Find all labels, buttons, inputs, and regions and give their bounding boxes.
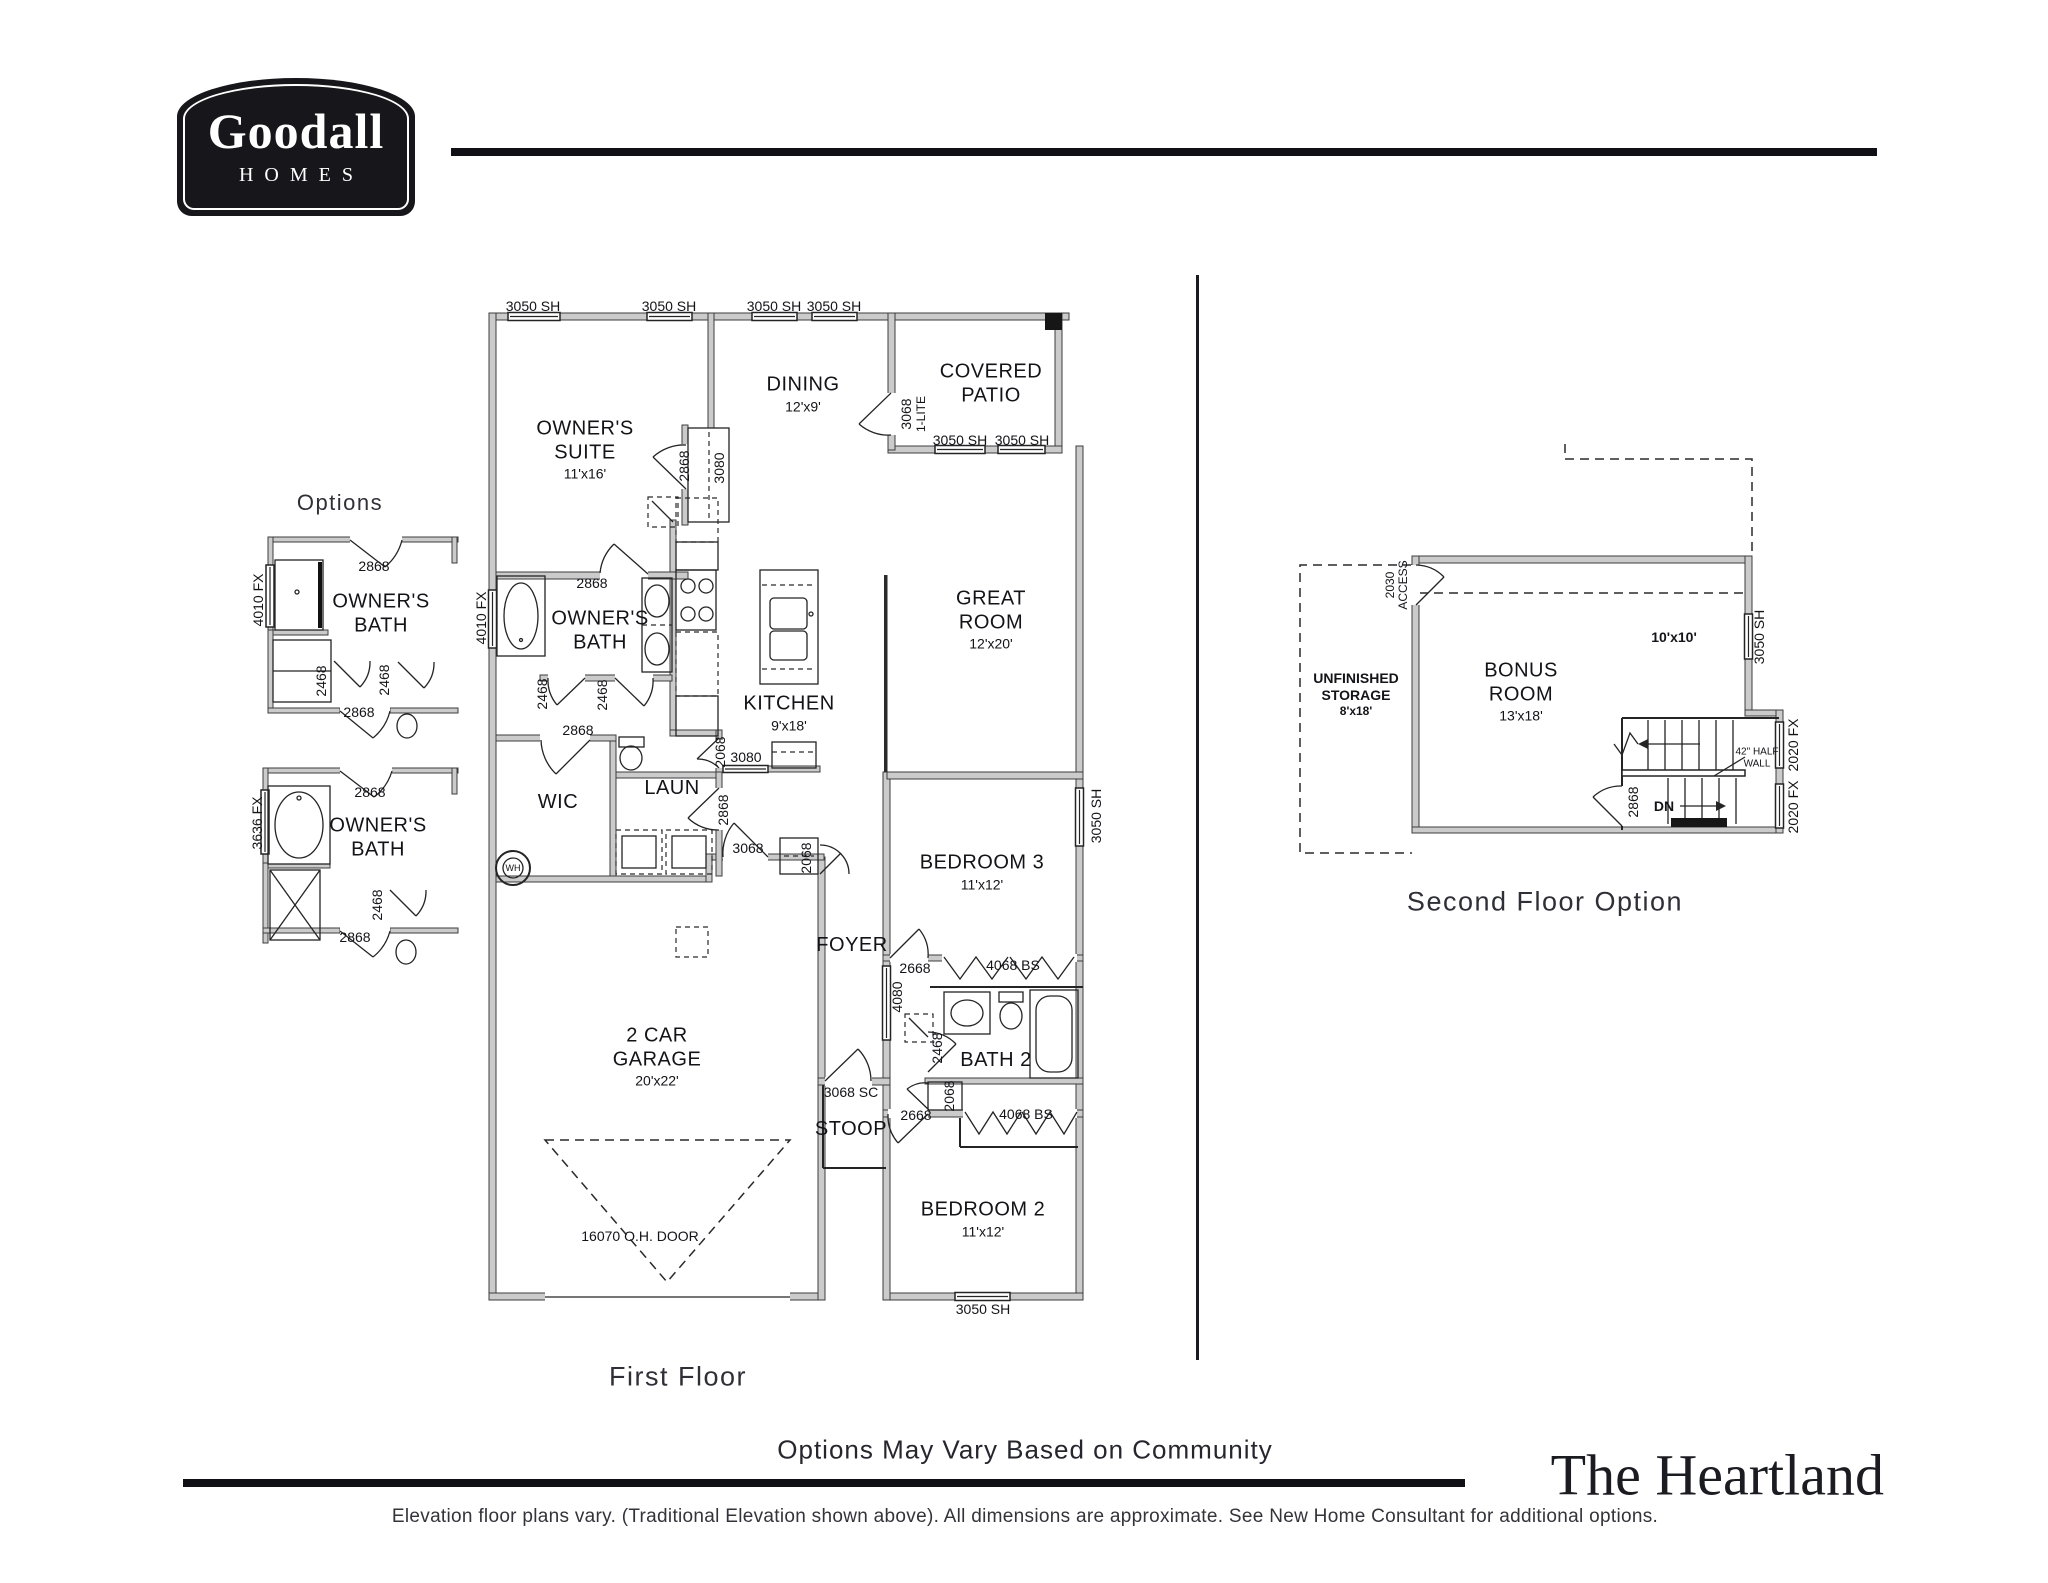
room-label: BEDROOM 2 11'x12' bbox=[920, 1198, 1046, 1240]
room-label: OWNER'S BATH bbox=[329, 814, 427, 860]
dimension-annotation: 3050 SH bbox=[505, 298, 561, 314]
dimension-annotation: WH bbox=[505, 863, 521, 873]
dimension-annotation: 3068 SC bbox=[823, 1084, 879, 1100]
dimension-annotation: 3080 bbox=[730, 749, 762, 765]
room-label: DINING 12'x9' bbox=[766, 373, 840, 415]
dimension-annotation: 2868 bbox=[1625, 786, 1641, 818]
dimension-annotation: WALL bbox=[1743, 758, 1771, 770]
room-label: COVERED PATIO bbox=[939, 360, 1043, 406]
dimension-annotation: 3050 SH bbox=[641, 298, 697, 314]
dimension-annotation: 2020 FX bbox=[1785, 718, 1801, 772]
room-label: BONUS ROOM 13'x18' bbox=[1484, 659, 1558, 724]
dimension-annotation: 2020 FX bbox=[1785, 780, 1801, 834]
community-note: Options May Vary Based on Community bbox=[777, 1434, 1273, 1465]
dimension-annotation: 2468 bbox=[534, 678, 550, 710]
dimension-annotation: 4010 FX bbox=[473, 591, 489, 645]
dimension-annotation: 3080 bbox=[711, 452, 727, 484]
dimension-annotation: 2468 bbox=[929, 1032, 945, 1064]
room-label: BEDROOM 3 11'x12' bbox=[919, 851, 1045, 893]
dimension-annotation: 2468 bbox=[313, 665, 329, 697]
room-label: OWNER'S BATH bbox=[332, 590, 430, 636]
room-label: STOOP bbox=[814, 1118, 888, 1141]
room-label: BATH 2 bbox=[960, 1049, 1032, 1072]
room-label: KITCHEN 9'x18' bbox=[743, 692, 835, 734]
dimension-annotation: 2868 bbox=[676, 450, 692, 482]
disclaimer-text: Elevation floor plans vary. (Traditional Elevation shown above). All dimensions are approximate. See New Home Consultant for additional options. bbox=[391, 1506, 1659, 1527]
dimension-annotation: 10'x10' bbox=[1651, 629, 1697, 645]
dimension-annotation: 2868 bbox=[715, 794, 731, 826]
dimension-annotation: 4010 FX bbox=[250, 573, 266, 627]
dimension-annotation: 2668 bbox=[900, 1107, 932, 1123]
dimension-annotation: 1-LITE bbox=[914, 395, 928, 433]
dimension-annotation: 3050 SH bbox=[955, 1301, 1011, 1317]
dimension-annotation: 2868 bbox=[354, 784, 386, 800]
dimension-annotation: 2668 bbox=[899, 960, 931, 976]
room-label: OWNER'S BATH bbox=[551, 607, 649, 653]
dimension-annotation: 2068 bbox=[941, 1080, 957, 1112]
first-floor-title: First Floor bbox=[609, 1361, 747, 1392]
dimension-annotation: 2030 bbox=[1383, 571, 1397, 599]
dimension-annotation: 4080 bbox=[889, 981, 905, 1013]
dimension-annotation: 3050 SH bbox=[994, 432, 1050, 448]
dimension-annotation: 2868 bbox=[339, 929, 371, 945]
room-label: LAUN bbox=[644, 777, 700, 800]
second-floor-title: Second Floor Option bbox=[1406, 886, 1684, 917]
room-label: UNFINISHED STORAGE 8'x18' bbox=[1313, 669, 1399, 718]
plan-name: The Heartland bbox=[1550, 1442, 1884, 1508]
dimension-annotation: ACCESS bbox=[1396, 560, 1410, 610]
dimension-annotation: 2868 bbox=[358, 558, 390, 574]
dimension-annotation: 3050 SH bbox=[806, 298, 862, 314]
dimension-annotation: 3050 SH bbox=[1751, 609, 1767, 665]
dimension-annotation: 2068 bbox=[712, 736, 728, 768]
logo-subname: HOMES bbox=[238, 164, 364, 186]
dimension-annotation: 2868 bbox=[562, 722, 594, 738]
dimension-annotation: 2468 bbox=[594, 679, 610, 711]
dimension-annotation: 4068 BS bbox=[986, 957, 1040, 973]
dimension-annotation: 4068 BS bbox=[999, 1106, 1053, 1122]
dimension-annotation: 3050 SH bbox=[746, 298, 802, 314]
dimension-annotation: 3068 bbox=[898, 398, 914, 430]
dimension-annotation: 3050 SH bbox=[1088, 788, 1104, 844]
room-label: WIC bbox=[537, 791, 579, 814]
dimension-annotation: 3068 bbox=[732, 840, 764, 856]
dimension-annotation: 2068 bbox=[798, 842, 814, 874]
dimension-annotation: 42" HALF bbox=[1735, 746, 1779, 758]
options-title: Options bbox=[296, 490, 384, 515]
dimension-annotation: DN bbox=[1653, 798, 1675, 814]
dimension-annotation: 2468 bbox=[376, 664, 392, 696]
room-label: 2 CAR GARAGE 20'x22' bbox=[612, 1024, 702, 1089]
room-label: FOYER bbox=[816, 934, 888, 957]
dimension-annotation: 2468 bbox=[369, 889, 385, 921]
logo-name: Goodall bbox=[207, 103, 385, 159]
dimension-annotation: 3050 SH bbox=[932, 432, 988, 448]
dimension-annotation: 2868 bbox=[343, 704, 375, 720]
dimension-annotation: 3636 FX bbox=[249, 796, 265, 850]
dimension-annotation: 2868 bbox=[576, 575, 608, 591]
room-label: OWNER'S SUITE 11'x16' bbox=[536, 417, 634, 482]
room-label: GREAT ROOM 12'x20' bbox=[956, 587, 1026, 652]
dimension-annotation: 16070 O.H. DOOR bbox=[581, 1228, 699, 1244]
